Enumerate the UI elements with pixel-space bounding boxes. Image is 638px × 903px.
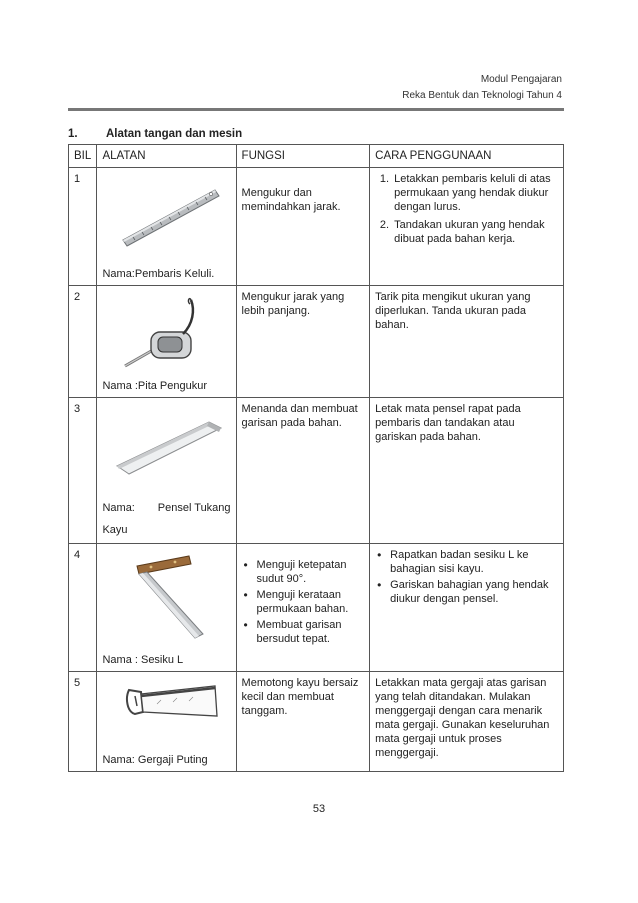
function-text: Mengukur dan memindahkan jarak. [241, 187, 341, 213]
tools-table [68, 144, 564, 772]
header-divider [68, 108, 564, 111]
header-module-title: Modul Pengajaran [480, 74, 562, 85]
tool-function [236, 168, 370, 286]
usage-cell [370, 168, 564, 286]
function-item: • Menguji ketepatan sudut 90°. [257, 558, 365, 586]
table-row [69, 398, 564, 544]
try-square-image [117, 548, 217, 644]
table-row [69, 672, 564, 772]
tool-function [236, 398, 370, 544]
tool-name-part: Kayu [102, 524, 128, 536]
usage-text: Letakkan mata gergaji atas garisan yang telah ditandakan. Mulakan menggergaji dengan cara menarik mata gergaji. Gunakan keseluruhan mata gergaji untuk proses menggergaji. [375, 677, 550, 759]
tool-cell [97, 672, 236, 772]
function-list [242, 558, 365, 646]
header-cara: CARA PENGGUNAAN [370, 145, 564, 168]
carpenter-pencil-image [109, 408, 225, 480]
tool-name: Nama :Pita Pengukur [102, 380, 208, 392]
header-subject-title: Reka Bentuk dan Teknologi Tahun 4 [402, 90, 562, 101]
function-item: • Membuat garisan bersudut tepat. [257, 618, 365, 646]
row-number: 5 [69, 672, 97, 772]
header-alatan: ALATAN [97, 145, 236, 168]
function-text: Menanda dan membuat garisan pada bahan. [241, 403, 358, 429]
row-number: 3 [69, 398, 97, 544]
row-number: 1 [69, 168, 97, 286]
tool-cell [97, 544, 236, 672]
usage-cell [370, 398, 564, 544]
function-text: Memotong kayu bersaiz kecil dan membuat tanggam. [241, 677, 359, 717]
table-header-row [69, 145, 564, 168]
page-header [402, 72, 562, 104]
usage-step: • Gariskan bahagian yang hendak diukur dengan pensel. [390, 578, 558, 606]
tool-cell [97, 286, 236, 398]
section-number: 1. [68, 128, 78, 140]
usage-step: 2. Tandakan ukuran yang hendak dibuat pada bahan kerja. [392, 218, 558, 246]
tenon-saw-image [111, 676, 223, 732]
tool-function [236, 286, 370, 398]
row-number: 2 [69, 286, 97, 398]
tool-name-part: Pensel Tukang [157, 502, 231, 514]
table-row [69, 544, 564, 672]
tool-name-label: Nama: [102, 502, 135, 514]
tool-name [102, 497, 230, 541]
tool-function [236, 544, 370, 672]
usage-cell [370, 286, 564, 398]
steel-ruler-image [111, 172, 223, 252]
header-bil: BIL [69, 145, 97, 168]
table-row [69, 286, 564, 398]
tool-cell [97, 168, 236, 286]
section-heading [68, 128, 242, 140]
usage-step: 1. Letakkan pembaris keluli di atas permukaan yang hendak diukur dengan lurus. [392, 172, 558, 214]
table-row [69, 168, 564, 286]
usage-step: • Rapatkan badan sesiku L ke bahagian sisi kayu. [390, 548, 558, 576]
usage-text: Tarik pita mengikut ukuran yang diperlukan. Tanda ukuran pada bahan. [375, 291, 531, 331]
page-number: 53 [312, 803, 326, 815]
function-item: • Menguji kerataan permukaan bahan. [257, 588, 365, 616]
tool-name: Nama:Pembaris Keluli. [102, 268, 215, 280]
header-fungsi: FUNGSI [236, 145, 370, 168]
tool-cell [97, 398, 236, 544]
usage-steps [375, 172, 558, 246]
tool-name: Nama: Gergaji Puting [102, 754, 208, 766]
measuring-tape-image [111, 290, 223, 374]
tool-function [236, 672, 370, 772]
function-text: Mengukur jarak yang lebih panjang. [241, 291, 345, 317]
row-number: 4 [69, 544, 97, 672]
usage-text: Letak mata pensel rapat pada pembaris dan tandakan atau gariskan pada bahan. [375, 403, 521, 443]
usage-cell [370, 672, 564, 772]
usage-cell [370, 544, 564, 672]
tool-name: Nama : Sesiku L [102, 654, 184, 666]
usage-steps [375, 548, 558, 606]
section-title: Alatan tangan dan mesin [106, 128, 243, 140]
